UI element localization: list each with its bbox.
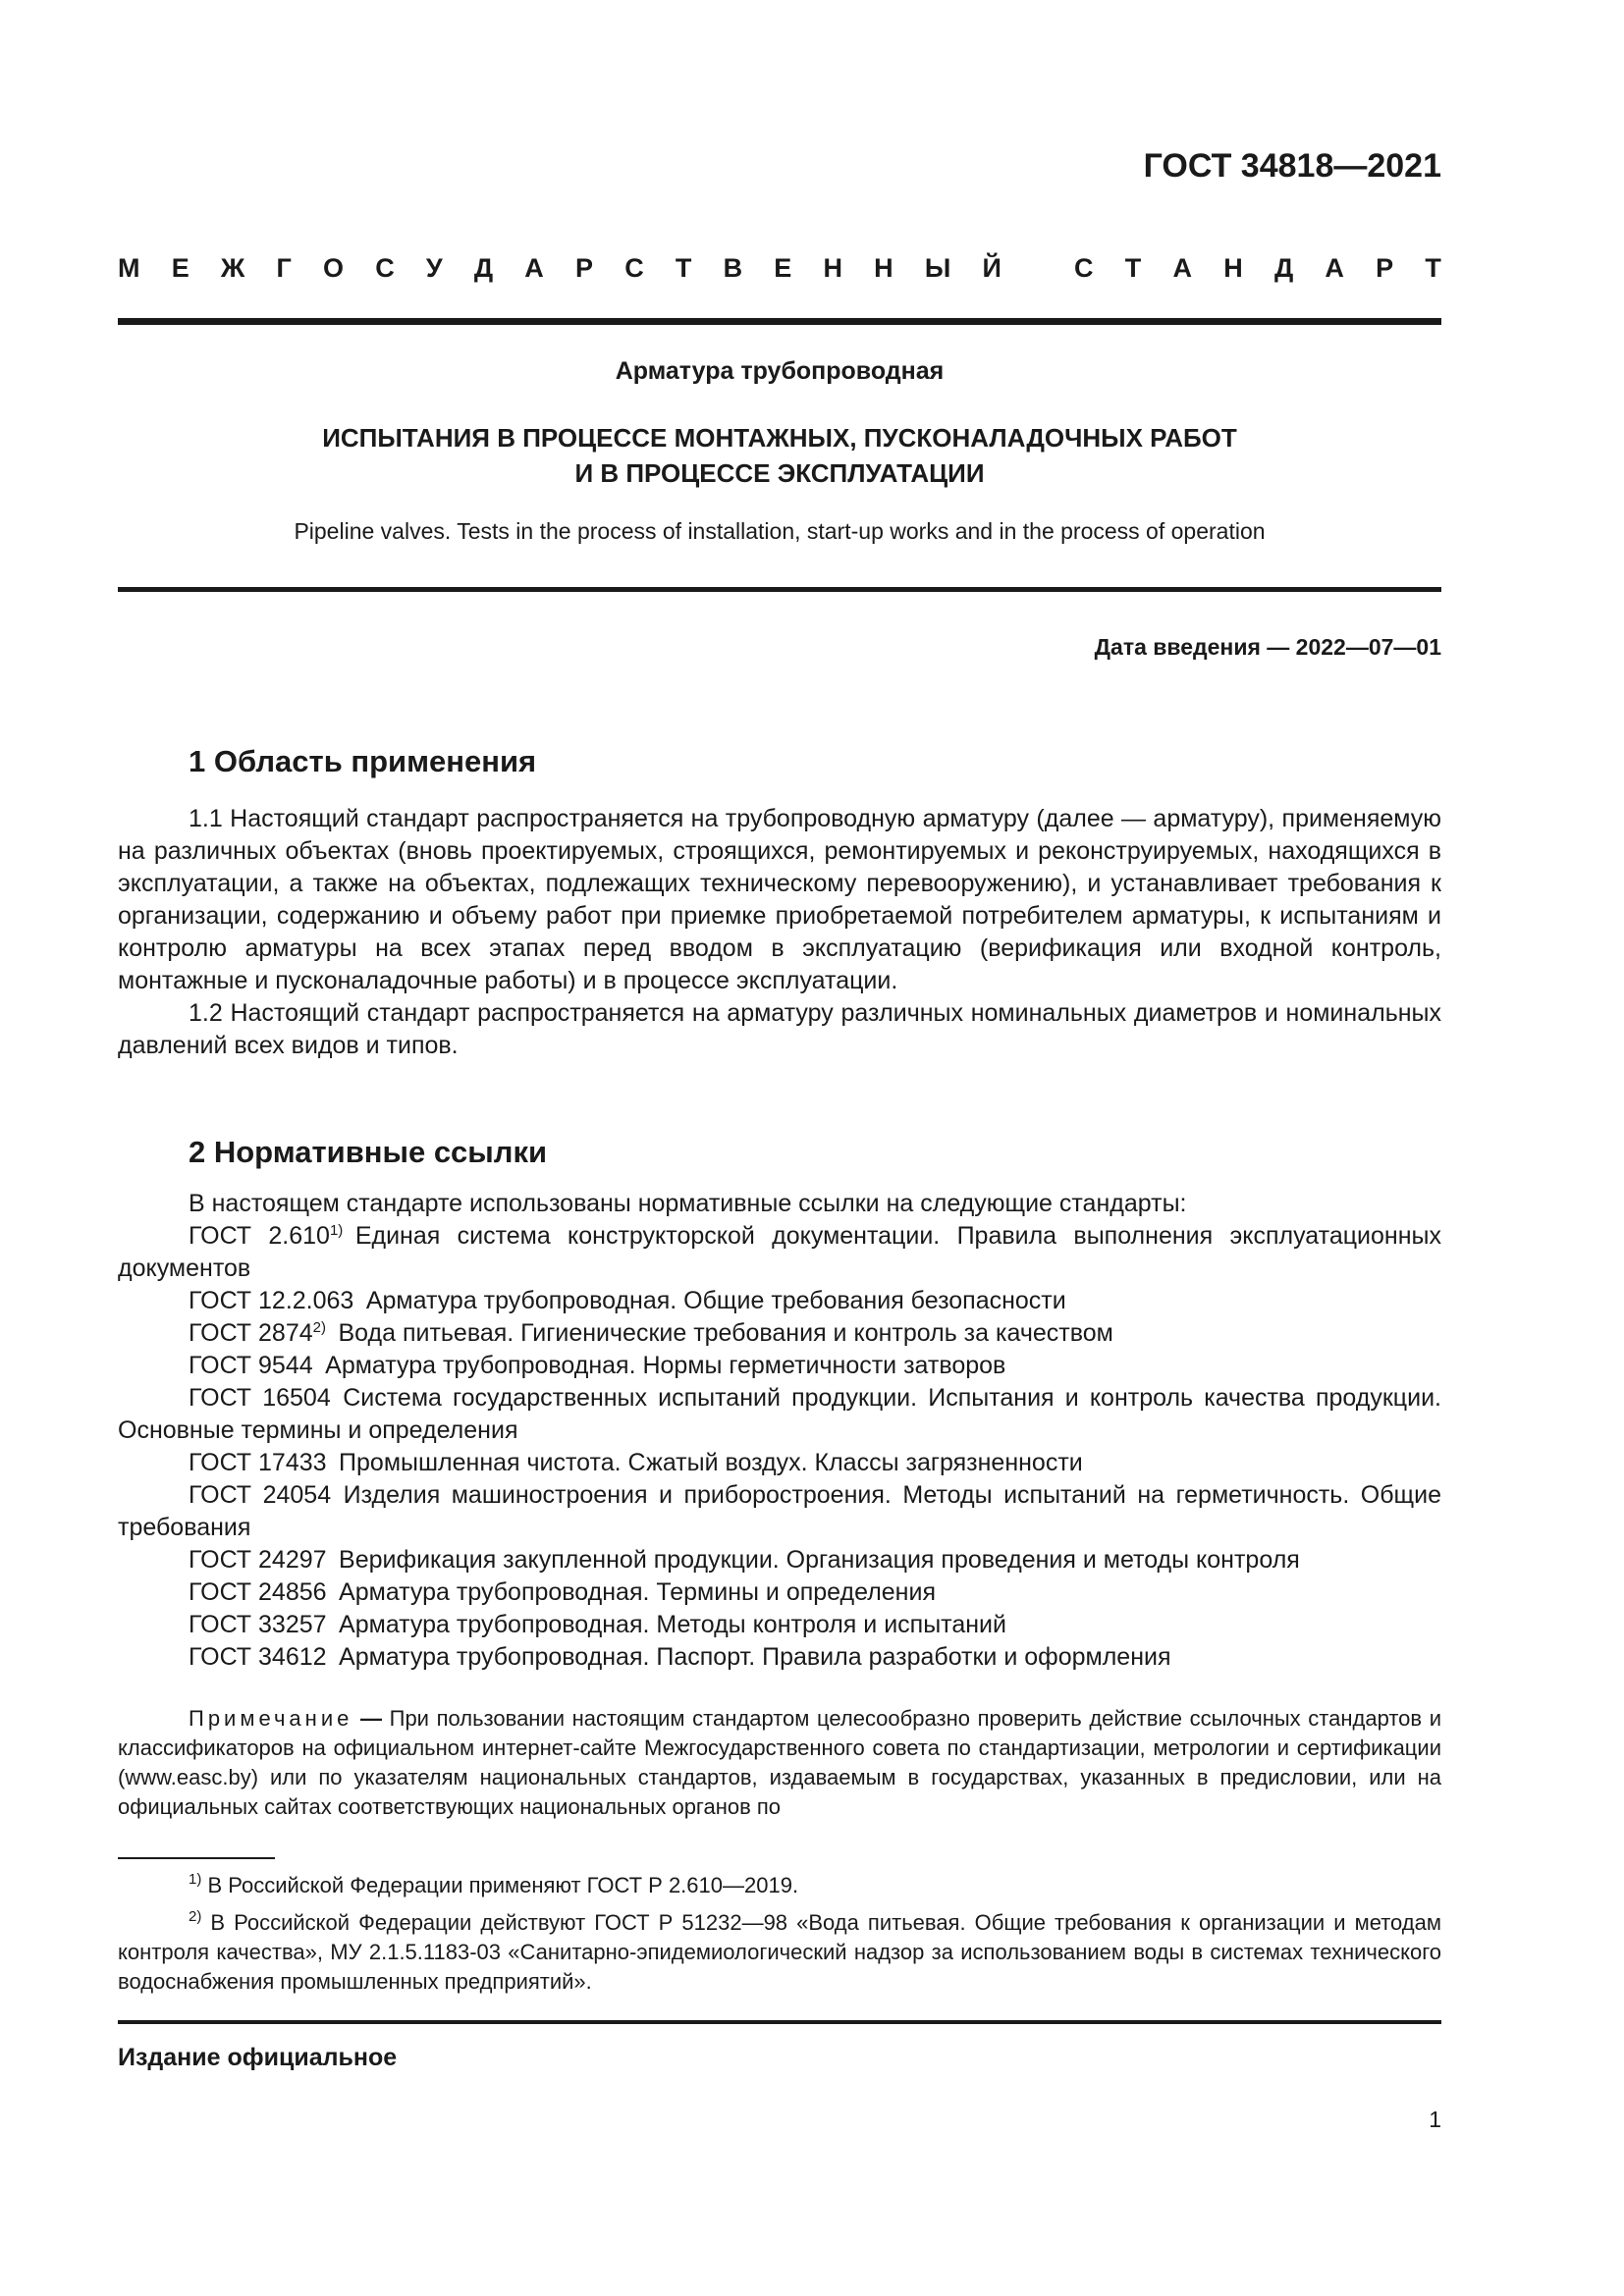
reference-title: Система государственных испытаний продукции. Испытания и контроль качества продукции. Основные термины и определения (118, 1384, 1441, 1444)
series-letter: С (1074, 253, 1094, 283)
references-intro: В настоящем стандарте использованы нормативные ссылки на следующие стандарты: (189, 1190, 1187, 1217)
reference-code: ГОСТ 34612 (189, 1643, 327, 1671)
reference-code: ГОСТ 9544 (189, 1352, 313, 1379)
footnote-1 (118, 1871, 1441, 1900)
section-1-title: 1 Область применения (189, 744, 537, 778)
series-letter: Е (774, 253, 792, 283)
series-letter: Ж (220, 253, 245, 283)
reference-code: ГОСТ 24054 (189, 1481, 332, 1509)
title-line-1: ИСПЫТАНИЯ В ПРОЦЕССЕ МОНТАЖНЫХ, ПУСКОНАЛАДОЧНЫХ РАБОТ (322, 423, 1237, 453)
series-letter: Ы (924, 253, 951, 283)
reference-item (118, 1479, 1441, 1544)
introduction-date: Дата введения — 2022—07—01 (1094, 634, 1441, 660)
reference-title: Верификация закупленной продукции. Организация проведения и методы контроля (339, 1546, 1300, 1574)
series-letter: Д (1273, 253, 1294, 283)
series-letter: В (723, 253, 743, 283)
reference-item (118, 1382, 1441, 1447)
reference-code: ГОСТ 24297 (189, 1546, 327, 1574)
note-dash: — (359, 1706, 382, 1731)
reference-item (118, 1220, 1441, 1285)
footnote-2 (118, 1908, 1441, 1997)
document-title (118, 420, 1441, 491)
series-letter: У (425, 253, 443, 283)
reference-item (118, 1576, 1441, 1609)
footnote-ref-mark: 2) (312, 1319, 326, 1336)
clause-1-1: 1.1 Настоящий стандарт распространяется на трубопроводную арматуру (далее — арматуру), применяемую на различных объектах (вновь проектируемых, строящихся, ремонтируемых и реконструируемых, находящихся в эксплуатации, а также на объектах, подлежащих техническому перевооружению), и устанавливает требования к организации, содержанию и объему работ при приемке приобретаемой потребителем арматуры, к испытаниям и контролю арматуры на всех этапах перед вводом в эксплуатацию (верификация или входной контроль, монтажные и пусконаладочные работы) и в процессе эксплуатации. (118, 805, 1441, 994)
references-list (118, 1220, 1441, 1674)
reference-title: Арматура трубопроводная. Общие требования безопасности (365, 1287, 1066, 1314)
reference-item (118, 1317, 1441, 1350)
footnotes (118, 1871, 1441, 2004)
bottom-rule (118, 2020, 1441, 2024)
reference-item (118, 1350, 1441, 1382)
series-letter: Д (473, 253, 494, 283)
clause-1-2: 1.2 Настоящий стандарт распространяется на арматуру различных номинальных диаметров и номинальных давлений всех видов и типов. (118, 999, 1441, 1059)
series-letter: Т (675, 253, 692, 283)
page-number: 1 (1429, 2107, 1441, 2132)
series-letter: Р (574, 253, 593, 283)
title-rule (118, 587, 1441, 592)
series-letter: Г (276, 253, 292, 283)
series-letter: Н (823, 253, 842, 283)
reference-item (118, 1447, 1441, 1479)
series-word-1 (118, 253, 1001, 284)
reference-item (118, 1544, 1441, 1576)
note-label: Примечание (189, 1706, 353, 1731)
reference-code: ГОСТ 33257 (189, 1611, 327, 1638)
reference-title: Вода питьевая. Гигиенические требования и контроль за качеством (338, 1319, 1113, 1347)
reference-item (118, 1609, 1441, 1641)
reference-item (118, 1641, 1441, 1674)
footnote-2-mark: 2) (189, 1908, 202, 1925)
reference-title: Изделия машиностроения и приборостроения. Методы испытаний на герметичность. Общие требования (118, 1481, 1441, 1541)
reference-item (118, 1285, 1441, 1317)
reference-code: ГОСТ 2874 (189, 1319, 313, 1347)
reference-title: Арматура трубопроводная. Нормы герметичности затворов (325, 1352, 1006, 1379)
series-letter: А (524, 253, 544, 283)
series-word-2 (1074, 253, 1441, 284)
edition-label: Издание официальное (118, 2044, 398, 2071)
series-letter: М (118, 253, 140, 283)
footnote-1-text: В Российской Федерации применяют ГОСТ Р 2.610—2019. (207, 1873, 799, 1897)
reference-title: Промышленная чистота. Сжатый воздух. Классы загрязненности (339, 1449, 1083, 1476)
note-text: При пользовании настоящим стандартом целесообразно проверить действие ссылочных стандартов и классификаторов на официальном интернет-сайте Межгосударственного совета по стандартизации, метрологии и сертификации (www.easc.by) или по указателям национальных стандартов, издаваемым в государствах, указанных в предисловии, или на официальных сайтах соответствующих национальных органов по (118, 1706, 1442, 1819)
series-letter: С (624, 253, 644, 283)
footnote-2-text: В Российской Федерации действуют ГОСТ Р 51232—98 «Вода питьевая. Общие требования к организации и методам контроля качества», МУ 2.1.5.1183-03 «Санитарно-эпидемиологический надзор за использованием воды в системах технического водоснабжения промышленных предприятий». (118, 1910, 1441, 1994)
reference-code: ГОСТ 16504 (189, 1384, 331, 1412)
series-letter: Е (171, 253, 189, 283)
series-letter: О (322, 253, 344, 283)
standard-series-heading (118, 253, 1441, 284)
footnote-ref-mark: 1) (329, 1222, 344, 1239)
product-name: Арматура трубопроводная (615, 357, 945, 385)
section-2-body (118, 1188, 1441, 1674)
series-letter: Н (1223, 253, 1243, 283)
reference-code: ГОСТ 17433 (189, 1449, 327, 1476)
reference-title: Арматура трубопроводная. Паспорт. Правила разработки и оформления (339, 1643, 1171, 1671)
title-line-2: И В ПРОЦЕССЕ ЭКСПЛУАТАЦИИ (574, 458, 985, 488)
section-1-body (118, 803, 1441, 1062)
series-letter: Н (874, 253, 893, 283)
reference-code: ГОСТ 12.2.063 (189, 1287, 354, 1314)
reference-code: ГОСТ 24856 (189, 1578, 327, 1606)
series-letter: Р (1376, 253, 1394, 283)
footnote-1-mark: 1) (189, 1871, 202, 1888)
reference-title: Единая система конструкторской документации. Правила выполнения эксплуатационных документов (118, 1222, 1441, 1282)
reference-title: Арматура трубопроводная. Методы контроля и испытаний (339, 1611, 1006, 1638)
series-letter: С (375, 253, 395, 283)
note-paragraph (118, 1704, 1441, 1822)
top-rule (118, 318, 1441, 325)
series-letter: Т (1124, 253, 1142, 283)
series-letter: А (1172, 253, 1192, 283)
reference-code: ГОСТ 2.610 (189, 1222, 330, 1250)
series-letter: Т (1425, 253, 1441, 283)
reference-title: Арматура трубопроводная. Термины и определения (339, 1578, 936, 1606)
english-title: Pipeline valves. Tests in the process of installation, start-up works and in the process of operation (294, 518, 1266, 544)
section-2-title: 2 Нормативные ссылки (189, 1135, 548, 1169)
footnote-separator (118, 1857, 275, 1859)
series-letter: А (1325, 253, 1344, 283)
series-letter: Й (982, 253, 1001, 283)
document-number: ГОСТ 34818—2021 (1143, 147, 1441, 185)
